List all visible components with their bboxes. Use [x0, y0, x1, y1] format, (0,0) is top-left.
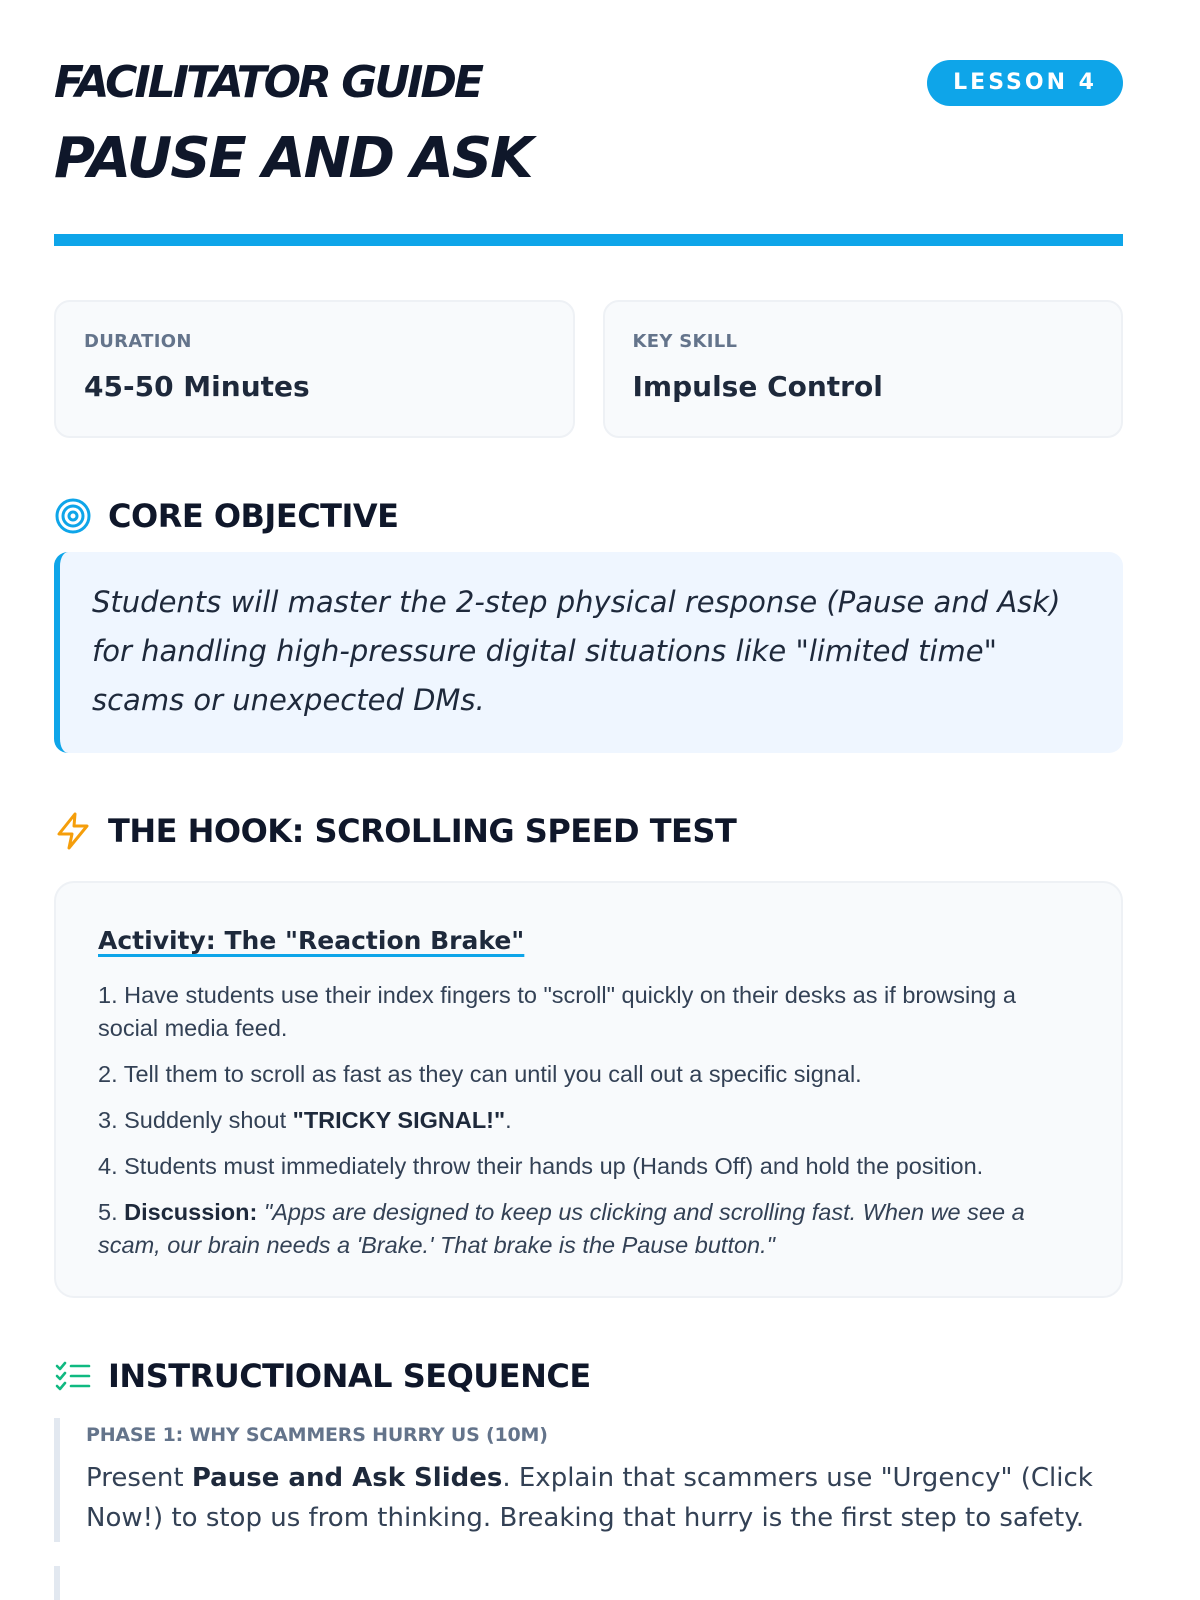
key-skill-value: Impulse Control [632, 370, 883, 403]
phase-text-part: Present [86, 1463, 192, 1493]
discussion-quote: "Apps are designed to keep us clicking and scrolling fast. When we see a scam, our brain needs a 'Brake.' That brake is the Pause button." [98, 1199, 1025, 1258]
step-emphasis: Discussion: [124, 1199, 258, 1225]
page-header [54, 0, 1123, 192]
activity-step: 1. Have students use their index fingers to "scroll" quickly on their desks as if browsing a social media feed. [98, 982, 1016, 1041]
activity-step [98, 1104, 1081, 1137]
phase-item [54, 1418, 1123, 1542]
activity-step: 2. Tell them to scroll as fast as they can until you call out a specific signal. [98, 1061, 862, 1087]
activity-step [98, 1196, 1081, 1262]
duration-value: 45-50 Minutes [84, 370, 310, 403]
duration-card [54, 300, 575, 438]
phase-text-part: . Explain that scammers use "Urgency" (Click Now!) to stop us from thinking. Breaking that hurry is the first step to safety. [86, 1463, 1093, 1533]
objective-callout [54, 552, 1123, 753]
lightning-icon [54, 812, 92, 850]
objective-title: CORE OBJECTIVE [108, 497, 399, 535]
key-skill-label: KEY SKILL [632, 331, 738, 352]
phase-emphasis: Pause and Ask Slides [191, 1463, 503, 1493]
step-emphasis: "TRICKY SIGNAL!" [292, 1107, 506, 1133]
phase-text [86, 1458, 1123, 1538]
lesson-title: PAUSE AND ASK [54, 126, 532, 191]
target-icon [54, 497, 92, 535]
sequence-heading [54, 1356, 1123, 1396]
guide-label: FACILITATOR GUIDE [54, 57, 482, 108]
phase-item-next [54, 1566, 1123, 1600]
objective-text: Students will master the 2-step physical response (Pause and Ask) for handling high-pressure digital situations like "limited time" scams or unexpected DMs. [92, 585, 1061, 717]
objective-heading [54, 496, 1123, 536]
activity-step: 4. Students must immediately throw their hands up (Hands Off) and hold the position. [98, 1153, 984, 1179]
step-text: . [505, 1107, 512, 1133]
meta-row [54, 300, 1123, 438]
key-skill-card [603, 300, 1124, 438]
activity-title: Activity: The "Reaction Brake" [98, 926, 525, 955]
duration-label: DURATION [84, 331, 192, 352]
phase-label: PHASE 1: WHY SCAMMERS HURRY US (10M) [86, 1424, 548, 1446]
checklist-icon [54, 1357, 92, 1395]
hook-title: THE HOOK: SCROLLING SPEED TEST [108, 812, 737, 850]
step-text: 5. [98, 1199, 125, 1225]
hook-activity-card [54, 881, 1123, 1298]
header-divider [54, 234, 1123, 246]
activity-steps [98, 979, 1081, 1262]
hook-heading [54, 811, 1123, 851]
lesson-badge: LESSON 4 [927, 60, 1123, 106]
sequence-title: INSTRUCTIONAL SEQUENCE [108, 1357, 591, 1395]
step-text: 3. Suddenly shout [98, 1107, 293, 1133]
